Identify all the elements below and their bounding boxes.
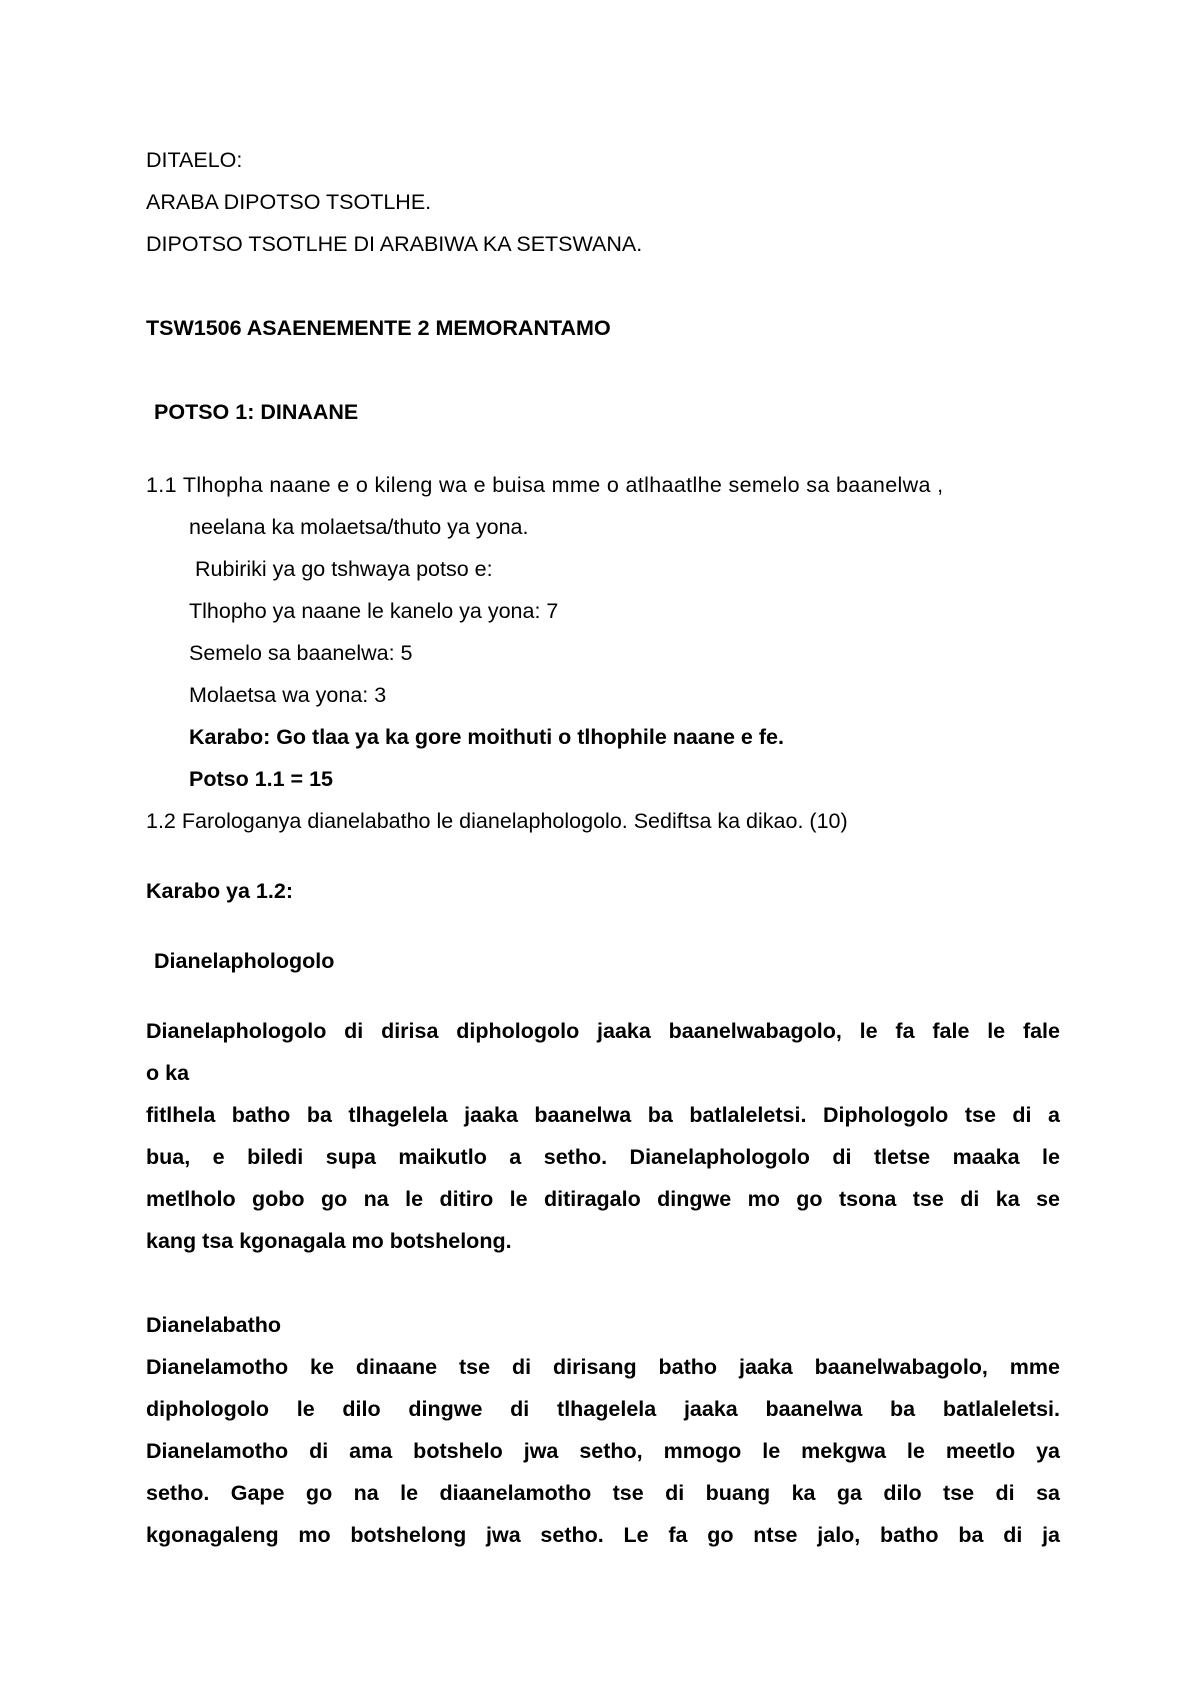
section-b-line: Dianelamotho ke dinaane tse di dirisang batho jaaka baanelwabagolo, mme — [146, 1355, 1060, 1379]
section-a-line: o ka — [146, 1061, 190, 1085]
total-1-1: Potso 1.1 = 15 — [189, 767, 334, 791]
section-b-heading: Dianelabatho — [146, 1313, 281, 1337]
section-a-line: bua, e biledi supa maikutlo a setho. Dianelaphologolo di tletse maaka le — [146, 1145, 1060, 1169]
section-a-heading: Dianelaphologolo — [154, 949, 335, 973]
section-a-line: Dianelaphologolo di dirisa diphologolo jaaka baanelwabagolo, le fa fale le fale — [146, 1019, 1060, 1043]
question-1-1-line-1: 1.1 Tlhopha naane e o kileng wa e buisa mme o atlhaatlhe semelo sa baanelwa , — [146, 473, 944, 497]
section-b-line: diphologolo le dilo dingwe di tlhagelela jaaka baanelwa ba batlaleletsi. — [146, 1397, 1060, 1421]
answer-1-2-heading: Karabo ya 1.2: — [146, 879, 293, 903]
question-1-2: 1.2 Farologanya dianelabatho le dianelaphologolo. Sediftsa ka dikao. (10) — [146, 809, 848, 833]
answer-1-1: Karabo: Go tlaa ya ka gore moithuti o tlhophile naane e fe. — [189, 725, 784, 749]
section-b-line: Dianelamotho di ama botshelo jwa setho, mmogo le mekgwa le meetlo ya — [146, 1439, 1060, 1463]
instruction-line-1: ARABA DIPOTSO TSOTLHE. — [146, 190, 432, 214]
section-a-line: kang tsa kgonagala mo botshelong. — [146, 1229, 512, 1253]
question-1-1-line-2: neelana ka molaetsa/thuto ya yona. — [189, 515, 529, 539]
rubric-item-3: Molaetsa wa yona: 3 — [189, 683, 387, 707]
instructions-title: DITAELO: — [146, 148, 243, 172]
question-1-heading: POTSO 1: DINAANE — [154, 400, 359, 424]
instruction-line-2: DIPOTSO TSOTLHE DI ARABIWA KA SETSWANA. — [146, 232, 643, 256]
section-b-line: kgonagaleng mo botshelong jwa setho. Le fa go ntse jalo, batho ba di ja — [146, 1523, 1060, 1547]
rubric-title: Rubiriki ya go tshwaya potso e: — [195, 557, 493, 581]
document-title: TSW1506 ASAENEMENTE 2 MEMORANTAMO — [146, 316, 611, 340]
rubric-item-1: Tlhopho ya naane le kanelo ya yona: 7 — [189, 599, 559, 623]
section-a-line: fitlhela batho ba tlhagelela jaaka baanelwa ba batlaleletsi. Diphologolo tse di a — [146, 1103, 1060, 1127]
rubric-item-2: Semelo sa baanelwa: 5 — [189, 641, 413, 665]
section-a-line: metlholo gobo go na le ditiro le ditiragalo dingwe mo go tsona tse di ka se — [146, 1187, 1060, 1211]
section-b-line: setho. Gape go na le diaanelamotho tse di buang ka ga dilo tse di sa — [146, 1481, 1060, 1505]
